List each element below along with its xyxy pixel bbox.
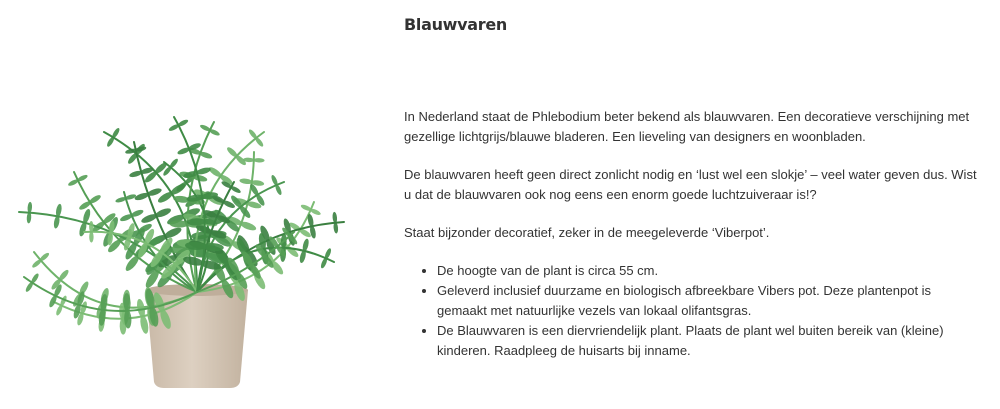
fern-leaflet <box>207 165 223 178</box>
feature-list-item: • De Blauwvaren is een diervriendelijk plant. Plaats de plant wel buiten bereik van (kleine) kinderen. Raadpleeg de huisarts bij inname. <box>437 321 984 361</box>
feature-list-item: • De hoogte van de plant is circa 55 cm. <box>437 261 984 281</box>
fern-leaflet <box>89 221 93 232</box>
fern-leaflet <box>31 258 43 269</box>
fern-leaflet <box>78 200 92 211</box>
description-paragraph: Staat bijzonder decoratief, zeker in de meegeleverde ‘Viberpot’. <box>404 225 770 240</box>
fern-leaflet <box>89 231 93 242</box>
product-title: Blauwvaren <box>404 15 508 34</box>
product-image <box>14 112 364 397</box>
fern-leaflet <box>24 281 34 293</box>
fern-leaflet <box>248 128 259 140</box>
fern-leaflet <box>106 136 116 148</box>
description-paragraph: In Nederland staat de Phlebodium beter bekend als blauwvaren. Een decoratieve verschijning met gezellige lichtgrijs/blauwe bladeren. Een lieveling van designers en woonbladen. <box>404 109 970 144</box>
feature-list <box>404 261 984 361</box>
feature-list-item: • Geleverd inclusief duurzame en biologisch afbreekbare Vibers pot. Deze plantenpot is gemaakt met natuurlijke vezels van lokaal olifantsgras. <box>437 281 984 321</box>
fern-plant-icon <box>14 112 364 397</box>
description-paragraph: De blauwvaren heeft geen direct zonlicht nodig en ‘lust wel een slokje’ – veel water geven dus. Wist u dat de blauwvaren ook nog eens een enorm goede luchtzuiveraar is!? <box>404 167 977 202</box>
description-body <box>404 107 984 361</box>
fern-leaflet <box>226 146 239 159</box>
